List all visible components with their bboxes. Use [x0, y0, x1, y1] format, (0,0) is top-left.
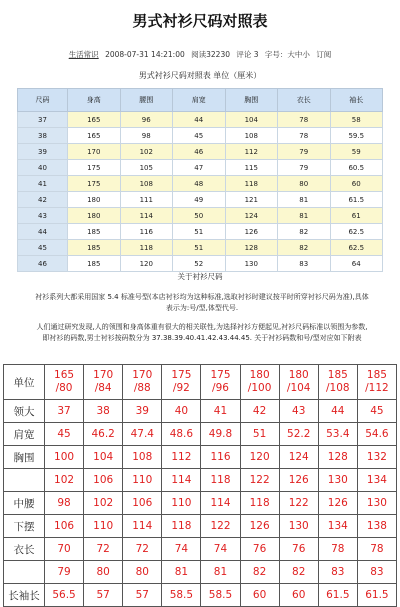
table1-cell: 180 — [68, 208, 121, 224]
table1-cell: 116 — [120, 224, 173, 240]
table2-cell: 80 — [84, 561, 123, 584]
table1-cell: 45 — [173, 128, 226, 144]
view-count: 阅读32230 — [191, 50, 230, 59]
table1-cell: 114 — [120, 208, 173, 224]
table2-cell: 57 — [123, 584, 162, 607]
table1-cell: 105 — [120, 160, 173, 176]
table2-cell: 60 — [279, 584, 318, 607]
table1-cell: 112 — [225, 144, 278, 160]
table2-cell: 79 — [45, 561, 84, 584]
table1-size-cell: 41 — [18, 176, 68, 192]
table1-cell: 46 — [173, 144, 226, 160]
table1-row — [18, 240, 383, 256]
table2-cell: 185 /112 — [357, 365, 396, 400]
table2-cell: 48.6 — [162, 423, 201, 446]
table1-cell: 48 — [173, 176, 226, 192]
table1-row — [18, 160, 383, 176]
table1-cell: 130 — [225, 256, 278, 272]
table2-cell: 126 — [240, 515, 279, 538]
table1-cell: 60 — [330, 176, 383, 192]
table2-cell: 122 — [279, 492, 318, 515]
table1-header-cell: 袖长 — [330, 89, 383, 112]
table1-cell: 51 — [173, 224, 226, 240]
table2-cell: 45 — [45, 423, 84, 446]
table1-cell: 61 — [330, 208, 383, 224]
table2-row — [4, 365, 397, 400]
size-chart-table — [17, 88, 383, 272]
table2-cell: 165 /80 — [45, 365, 84, 400]
table1-cell: 175 — [68, 176, 121, 192]
comment-link[interactable]: 评论 3 — [236, 50, 259, 59]
table2-cell: 42 — [240, 400, 279, 423]
table1-cell: 78 — [278, 128, 331, 144]
table1-size-cell: 43 — [18, 208, 68, 224]
table2-cell: 114 — [123, 515, 162, 538]
table1-cell: 58 — [330, 112, 383, 128]
table2-row — [4, 492, 397, 515]
table2-cell: 122 — [201, 515, 240, 538]
table1-header-cell: 肩宽 — [173, 89, 226, 112]
table1-row — [18, 192, 383, 208]
table1-row — [18, 256, 383, 272]
table1-cell: 50 — [173, 208, 226, 224]
category-link[interactable]: 生活常识 — [68, 50, 99, 59]
table2-cell: 110 — [162, 492, 201, 515]
table2-cell: 126 — [318, 492, 357, 515]
table1-size-cell: 42 — [18, 192, 68, 208]
post-datetime: 2008-07-31 14:21:00 — [105, 50, 185, 59]
table1-size-cell: 39 — [18, 144, 68, 160]
table1-size-cell: 45 — [18, 240, 68, 256]
table1-cell: 79 — [278, 160, 331, 176]
table2-row — [4, 423, 397, 446]
table2-row-label — [4, 469, 45, 492]
table1-header-cell: 身高 — [68, 89, 121, 112]
table1-header-cell: 腰围 — [120, 89, 173, 112]
table2-row — [4, 400, 397, 423]
table2-cell: 180 /104 — [279, 365, 318, 400]
table2-cell: 46.2 — [84, 423, 123, 446]
table2-row-label: 肩宽 — [4, 423, 45, 446]
table1-cell: 82 — [278, 240, 331, 256]
table1-cell: 59 — [330, 144, 383, 160]
table1-size-cell: 38 — [18, 128, 68, 144]
table2-row — [4, 584, 397, 607]
table1-cell: 124 — [225, 208, 278, 224]
table2-row — [4, 561, 397, 584]
table2-cell: 41 — [201, 400, 240, 423]
table2-cell: 180 /100 — [240, 365, 279, 400]
table1-cell: 59.5 — [330, 128, 383, 144]
table2-row — [4, 446, 397, 469]
table2-cell: 58.5 — [162, 584, 201, 607]
table1-cell: 60.5 — [330, 160, 383, 176]
table2-row-label: 中腰 — [4, 492, 45, 515]
table2-cell: 130 — [318, 469, 357, 492]
table1-cell: 118 — [120, 240, 173, 256]
table2-row-label: 下摆 — [4, 515, 45, 538]
table1-caption: 男式衬衫尺码对照表 单位（厘米） — [138, 71, 262, 80]
table1-cell: 44 — [173, 112, 226, 128]
table2-cell: 61.5 — [357, 584, 396, 607]
table1-header-cell: 衣长 — [278, 89, 331, 112]
table1-cell: 128 — [225, 240, 278, 256]
table2-cell: 110 — [84, 515, 123, 538]
table2-cell: 126 — [279, 469, 318, 492]
table2-cell: 170 /84 — [84, 365, 123, 400]
table1-cell: 47 — [173, 160, 226, 176]
table2-cell: 100 — [45, 446, 84, 469]
table1-cell: 115 — [225, 160, 278, 176]
table1-cell: 62.5 — [330, 240, 383, 256]
table1-size-cell: 40 — [18, 160, 68, 176]
table1-cell: 185 — [68, 224, 121, 240]
table1-cell: 118 — [225, 176, 278, 192]
table2-cell: 44 — [318, 400, 357, 423]
table2-cell: 118 — [201, 469, 240, 492]
table2-cell: 175 /96 — [201, 365, 240, 400]
table2-cell: 83 — [318, 561, 357, 584]
table2-cell: 175 /92 — [162, 365, 201, 400]
table2-row-label: 衣长 — [4, 538, 45, 561]
table2-cell: 114 — [162, 469, 201, 492]
table1-cell: 121 — [225, 192, 278, 208]
table2-cell: 53.4 — [318, 423, 357, 446]
table1-cell: 175 — [68, 160, 121, 176]
table2-cell: 106 — [84, 469, 123, 492]
table2-cell: 132 — [357, 446, 396, 469]
table1-cell: 81 — [278, 208, 331, 224]
table2-cell: 57 — [84, 584, 123, 607]
table1-cell: 64 — [330, 256, 383, 272]
table2-cell: 80 — [123, 561, 162, 584]
table2-cell: 110 — [123, 469, 162, 492]
table2-cell: 49.8 — [201, 423, 240, 446]
table2-cell: 72 — [123, 538, 162, 561]
table1-row — [18, 128, 383, 144]
table1-cell: 165 — [68, 128, 121, 144]
table2-cell: 83 — [357, 561, 396, 584]
article-meta — [0, 49, 400, 60]
table1-cell: 185 — [68, 256, 121, 272]
table2-cell: 108 — [123, 446, 162, 469]
table1-row — [18, 112, 383, 128]
table2-cell: 130 — [279, 515, 318, 538]
table1-cell: 80 — [278, 176, 331, 192]
table1-row — [18, 144, 383, 160]
table1-cell: 83 — [278, 256, 331, 272]
table1-subtitle: 关于衬衫尺码 — [177, 272, 223, 281]
table1-cell: 81 — [278, 192, 331, 208]
subscribe-link[interactable]: 订阅 — [316, 50, 332, 59]
table2-cell: 102 — [84, 492, 123, 515]
table2-row-label: 胸围 — [4, 446, 45, 469]
table1-cell: 78 — [278, 112, 331, 128]
table2-cell: 47.4 — [123, 423, 162, 446]
table1-cell: 79 — [278, 144, 331, 160]
table2-cell: 82 — [240, 561, 279, 584]
table2-row — [4, 538, 397, 561]
table2-cell: 118 — [162, 515, 201, 538]
table1-cell: 180 — [68, 192, 121, 208]
font-size-control[interactable]: 字号：大中小 — [264, 50, 310, 59]
table2-cell: 58.5 — [201, 584, 240, 607]
table2-cell: 128 — [318, 446, 357, 469]
table1-cell: 185 — [68, 240, 121, 256]
table1-cell: 108 — [120, 176, 173, 192]
table1-cell: 61.5 — [330, 192, 383, 208]
table1-cell: 108 — [225, 128, 278, 144]
table2-cell: 130 — [357, 492, 396, 515]
table2-cell: 45 — [357, 400, 396, 423]
table2-cell: 102 — [45, 469, 84, 492]
table2-cell: 54.6 — [357, 423, 396, 446]
table2-cell: 106 — [45, 515, 84, 538]
table2-cell: 185 /108 — [318, 365, 357, 400]
table2-cell: 120 — [240, 446, 279, 469]
table2-cell: 138 — [357, 515, 396, 538]
table2-cell: 112 — [162, 446, 201, 469]
table1-cell: 111 — [120, 192, 173, 208]
table1-cell: 165 — [68, 112, 121, 128]
table1-cell: 102 — [120, 144, 173, 160]
table2-cell: 122 — [240, 469, 279, 492]
table1-cell: 120 — [120, 256, 173, 272]
table1-header-cell: 尺码 — [18, 89, 68, 112]
explanation-paragraph: 人们通过研究发现,人的领围和身高体重有很大的相关联性,为选择衬衫方便起见,衬衫尺码标准以领围为参数,即衬衫的码数,男士衬衫按码数分为 37.38.39.40.41.42.43.44.45. 关于衬衫码数和号/型对应如下附表 — [36, 323, 368, 342]
table2-cell: 134 — [357, 469, 396, 492]
table1-cell: 98 — [120, 128, 173, 144]
table2-cell: 39 — [123, 400, 162, 423]
table2-cell: 78 — [357, 538, 396, 561]
table2-cell: 134 — [318, 515, 357, 538]
table2-cell: 104 — [84, 446, 123, 469]
table2-cell: 74 — [162, 538, 201, 561]
table2-cell: 114 — [201, 492, 240, 515]
size-correspondence-table — [3, 364, 397, 607]
table2-cell: 37 — [45, 400, 84, 423]
table1-size-cell: 44 — [18, 224, 68, 240]
table2-cell: 98 — [45, 492, 84, 515]
table2-cell: 81 — [201, 561, 240, 584]
table1-cell: 62.5 — [330, 224, 383, 240]
table2-cell: 74 — [201, 538, 240, 561]
table2-cell: 60 — [240, 584, 279, 607]
table1-size-cell: 46 — [18, 256, 68, 272]
table1-cell: 104 — [225, 112, 278, 128]
table2-cell: 70 — [45, 538, 84, 561]
table2-row-label: 单位 — [4, 365, 45, 400]
table1-cell: 52 — [173, 256, 226, 272]
table1-row — [18, 224, 383, 240]
table2-cell: 43 — [279, 400, 318, 423]
table2-cell: 72 — [84, 538, 123, 561]
table2-cell: 78 — [318, 538, 357, 561]
table2-cell: 51 — [240, 423, 279, 446]
table1-row — [18, 176, 383, 192]
table1-row — [18, 208, 383, 224]
table2-cell: 38 — [84, 400, 123, 423]
table2-cell: 40 — [162, 400, 201, 423]
table2-row-label: 长袖长 — [4, 584, 45, 607]
table2-cell: 118 — [240, 492, 279, 515]
table2-row — [4, 469, 397, 492]
table2-row-label — [4, 561, 45, 584]
table1-cell: 82 — [278, 224, 331, 240]
table2-cell: 76 — [240, 538, 279, 561]
page-title: 男式衬衫尺码对照表 — [132, 12, 268, 30]
table1-cell: 126 — [225, 224, 278, 240]
table1-size-cell: 37 — [18, 112, 68, 128]
table1-header-row — [18, 89, 383, 112]
table2-cell: 170 /88 — [123, 365, 162, 400]
table2-cell: 76 — [279, 538, 318, 561]
table2-cell: 116 — [201, 446, 240, 469]
table2-cell: 82 — [279, 561, 318, 584]
table2-cell: 56.5 — [45, 584, 84, 607]
table2-row-label: 领大 — [4, 400, 45, 423]
table1-cell: 49 — [173, 192, 226, 208]
intro-paragraph: 衬衫系列大都采用国家 5.4 标准号型(本店衬衫均为这种标准,选取衬衫时建议按平时所穿衬衫尺码为准),具体表示为:号/型,体型代号. — [35, 293, 369, 312]
table2-cell: 81 — [162, 561, 201, 584]
table2-cell: 52.2 — [279, 423, 318, 446]
table2-cell: 106 — [123, 492, 162, 515]
table1-cell: 51 — [173, 240, 226, 256]
table1-cell: 170 — [68, 144, 121, 160]
table2-cell: 124 — [279, 446, 318, 469]
table2-row — [4, 515, 397, 538]
table1-cell: 96 — [120, 112, 173, 128]
table1-header-cell: 胸围 — [225, 89, 278, 112]
table2-cell: 61.5 — [318, 584, 357, 607]
